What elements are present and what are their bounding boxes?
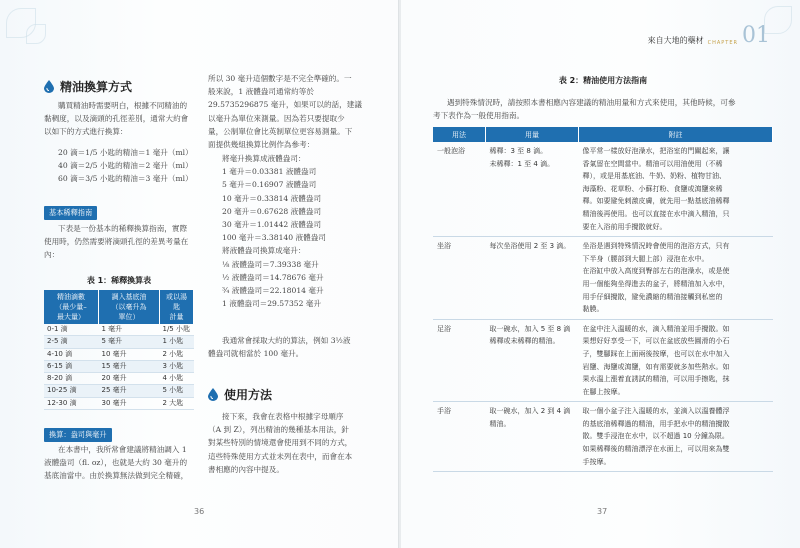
- list-item: 5 毫升＝0.16907 液體盎司: [222, 180, 317, 190]
- table-header-cell: 用法: [433, 127, 486, 142]
- table-header-row: [44, 290, 194, 324]
- section-title-methods: [208, 386, 272, 403]
- ml-to-oz-list: [222, 152, 362, 310]
- table-header-cell: 精油滴數 （最少量– 最大量）: [44, 290, 99, 324]
- table-cell: 0-1 滴: [44, 324, 99, 336]
- table-header-cell: 或以湯匙 計量: [160, 290, 194, 324]
- text-line: 面提供幾組換算比例作為參考：: [208, 140, 315, 150]
- list-title: 將液體盎司換算成毫升：: [222, 246, 306, 256]
- chapter-header: [647, 23, 770, 48]
- text-line: 量，公制單位會比英制單位更容易測量。下: [208, 126, 353, 136]
- method-cell: 一般泡浴: [433, 142, 486, 237]
- closing-paragraph: [208, 334, 360, 360]
- dosage-cell: 取一碗水，加入 2 到 4 滴 精油。: [486, 402, 579, 472]
- table-row: [433, 237, 773, 320]
- tag-basic-dilution: 基本稀釋指南: [44, 206, 97, 220]
- list-item: 30 毫升＝1.01442 液體盎司: [222, 220, 322, 230]
- text-line: 購買精油時需要明白，根據不同精油的: [58, 101, 188, 110]
- conversion-item: 60 滴＝3/5 小匙的精油＝3 毫升（ml）: [58, 174, 193, 184]
- text-line: 在本書中，我所常會建議將精油調入 1: [58, 445, 187, 454]
- table-header-cell: 調入基底油 （以毫升為 單位）: [99, 290, 160, 324]
- table-row: [44, 360, 194, 372]
- text-line: 這些特殊使用方式並未列在表中，而會在本: [208, 451, 353, 461]
- conversion-list: [58, 146, 198, 186]
- table-cell: 8-20 滴: [44, 373, 99, 385]
- dosage-cell: 取一碗水，加入 5 至 8 滴 稀釋或未稀釋的精油。: [486, 319, 579, 402]
- usage-table: [433, 127, 773, 472]
- table-row: [44, 373, 194, 385]
- table-cell: 2-5 滴: [44, 336, 99, 348]
- ounce-paragraph: [44, 443, 196, 483]
- notes-cell: 取一個小盆子注入溫暖的水，並滴入以溫養體浮 的基底油稀釋過的精油，用手把水中的精油攪散 散。雙手浸泡在水中，以不超過 10 分鐘為限。 如果稀釋後的精油漂浮在水面上，可以用來為雙 手按摩。: [579, 402, 773, 472]
- table-row: [44, 385, 194, 397]
- page-number: 36: [194, 507, 205, 516]
- table-cell: 2 小匙: [160, 348, 194, 360]
- tag-ounce-conversion: 換算：盎司與毫升: [44, 428, 112, 442]
- left-page: [0, 0, 399, 548]
- basic-dilution-paragraph: [44, 222, 194, 262]
- method-cell: 足浴: [433, 319, 486, 402]
- table-cell: 1 毫升: [99, 324, 160, 336]
- method-cell: 手浴: [433, 402, 486, 472]
- table-header-cell: 附註: [579, 127, 773, 142]
- section-title-text: 精油換算方式: [60, 80, 133, 94]
- table-row: [433, 142, 773, 237]
- chapter-label: CHAPTER: [707, 40, 738, 46]
- text-line: 接下來，我會在表格中根據字母順序: [222, 412, 344, 421]
- table1-caption: 表 1：稀釋換算表: [86, 276, 152, 285]
- intro-paragraph: [44, 99, 194, 139]
- list-item: 1 毫升＝0.03381 液體盎司: [222, 167, 317, 177]
- text-line: 我通常會採取大約的算法，例如 3½液: [222, 336, 351, 345]
- text-line: 考下表作為一般使用指南。: [433, 111, 525, 121]
- dosage-cell: 稀釋：3 至 8 滴。 未稀釋：1 至 4 滴。: [486, 142, 579, 237]
- list-item: ⅛ 液體盎司＝7.39338 毫升: [222, 259, 319, 269]
- text-line: （A 到 Z），列出精油的幾種基本用法，針: [208, 425, 349, 435]
- table-cell: 1 小匙: [160, 336, 194, 348]
- dosage-cell: 每次坐浴使用 2 至 3 滴。: [486, 237, 579, 320]
- oil-drop-icon: [208, 388, 218, 401]
- table-cell: 30 毫升: [99, 397, 160, 409]
- table-cell: 12-30 滴: [44, 397, 99, 409]
- table-cell: 15 毫升: [99, 360, 160, 372]
- table-cell: 20 毫升: [99, 373, 160, 385]
- table-cell: 10-25 滴: [44, 385, 99, 397]
- table-cell: 6-15 滴: [44, 360, 99, 372]
- table-cell: 1/5 小匙: [160, 324, 194, 336]
- table2-caption: 表 2：精油使用方法指南: [558, 76, 648, 85]
- section-title-text: 使用方法: [224, 388, 273, 402]
- table-row: [44, 324, 194, 336]
- list-item: ¾ 液體盎司＝22.18014 毫升: [222, 286, 324, 296]
- table-cell: 4-10 滴: [44, 348, 99, 360]
- text-line: 29.5735296875 毫升，如果可以的話，建議: [208, 100, 362, 110]
- method-cell: 坐浴: [433, 237, 486, 320]
- table-row: [433, 319, 773, 402]
- text-line: 體盎司就相當於 100 毫升。: [208, 349, 304, 359]
- notes-cell: 在盆中注入溫暖的水，滴入精油並用手攪散。如 果想好好享受一下，可以在盆底放些圓滑的小石 子，雙腳踩在上面兩後按摩，也可以在水中加入 岩鹽、海鹽或瀉鹽，如有需要就多加些熱水。如 果水溫上漲着直誘試的精油，可以用手擦匙，抹 在腳上按摩。: [579, 319, 773, 402]
- chapter-title: 來自大地的藥材: [647, 36, 704, 45]
- list-item: 20 毫升＝0.67628 液體盎司: [222, 206, 322, 216]
- table-cell: 10 毫升: [99, 348, 160, 360]
- text-line: 下表是一份基本的稀釋換算指南，實際: [58, 224, 188, 233]
- list-item: 10 毫升＝0.33814 液體盎司: [222, 193, 322, 203]
- list-item: 100 毫升＝3.38140 液體盎司: [222, 233, 326, 243]
- leaf-decoration-icon: [26, 24, 46, 44]
- text-line: 般來說，1 液體盎司通常約等於: [208, 87, 314, 97]
- chapter-number: 01: [742, 23, 770, 48]
- table-cell: 25 毫升: [99, 385, 160, 397]
- text-line: 使用時，仍然需要將滴頭孔徑的差異考量在: [44, 237, 189, 247]
- ounce-paragraph-continued: [208, 72, 360, 151]
- right-page: [401, 0, 800, 548]
- conversion-item: 20 滴＝1/5 小匙的精油＝1 毫升（ml）: [58, 148, 193, 157]
- table2-intro: [433, 96, 778, 122]
- conversion-item: 40 滴＝2/5 小匙的精油＝2 毫升（ml）: [58, 161, 193, 171]
- table-row: [433, 402, 773, 472]
- table-cell: 4 小匙: [160, 373, 194, 385]
- page-number: 37: [597, 507, 608, 516]
- dilution-table: [44, 290, 194, 410]
- text-line: 書相應的內容中提及。: [208, 464, 284, 474]
- table-row: [44, 336, 194, 348]
- table-row: [44, 397, 194, 409]
- methods-paragraph: [208, 410, 360, 476]
- table-row: [44, 348, 194, 360]
- table-header-row: [433, 127, 773, 142]
- table-header-cell: 用量: [486, 127, 579, 142]
- oil-drop-icon: [44, 80, 54, 93]
- table-cell: 2 大匙: [160, 397, 194, 409]
- text-line: 遇到特殊情況時，請按照本書相應內容建議的精油用量和方式來使用，其他時候，可參: [447, 98, 736, 107]
- text-line: 以毫升為單位來測量。因為若只要提取少: [208, 113, 345, 123]
- table-cell: 3 小匙: [160, 360, 194, 372]
- table-cell: 5 毫升: [99, 336, 160, 348]
- list-item: 1 液體盎司＝29.57352 毫升: [222, 299, 322, 309]
- text-line: 內：: [44, 250, 60, 260]
- notes-cell: 坐浴是遇到特殊情況時會使用的泡浴方式，只有 下半身（腰部到大腿上部）浸泡在水中。 在浴缸中放入高度到臀部左右的泡澡水，或是使 用一個能夠坐得進去的盆子，將精油加入水中， 用手仔細攪散，避免濃縮的精油接觸到私密的 黏膜。: [579, 237, 773, 320]
- section-title-conversion: [44, 78, 132, 95]
- text-line: 基底油當中。由於換算無法做到完全精確，: [44, 471, 189, 481]
- text-line: 黏稠度，以及滴頭的孔徑差別，通常大約會: [44, 114, 189, 124]
- text-line: 所以 30 毫升這個數字是不完全準確的。一: [208, 74, 352, 83]
- text-line: 對某些特別的情境還會使用到不同的方式，: [208, 438, 353, 448]
- notes-cell: 像平常一樣放好泡澡水，把浴室的門關起來，讓 香氣留在空間當中。精油可以用油使用（不稀 釋），或是用基底油、牛奶、奶粉、植物甘油、 海藻粉、花草粉、小蘇打粉、食鹽或瀉鹽來稀 釋。如要避免刺激皮膚，就先用一點基底油稀釋 精油後再使用。也可以直接在水中滴入精油，只 要在入浴前用手攪散就好。: [579, 142, 773, 237]
- table-cell: 5 小匙: [160, 385, 194, 397]
- text-line: 以如下的方式進行換算：: [44, 127, 128, 137]
- list-item: ½ 液體盎司＝14.78676 毫升: [222, 272, 324, 282]
- list-title: 將毫升換算成液體盎司：: [222, 154, 306, 163]
- text-line: 液體盎司（fl. oz），也就是大約 30 毫升的: [44, 458, 188, 468]
